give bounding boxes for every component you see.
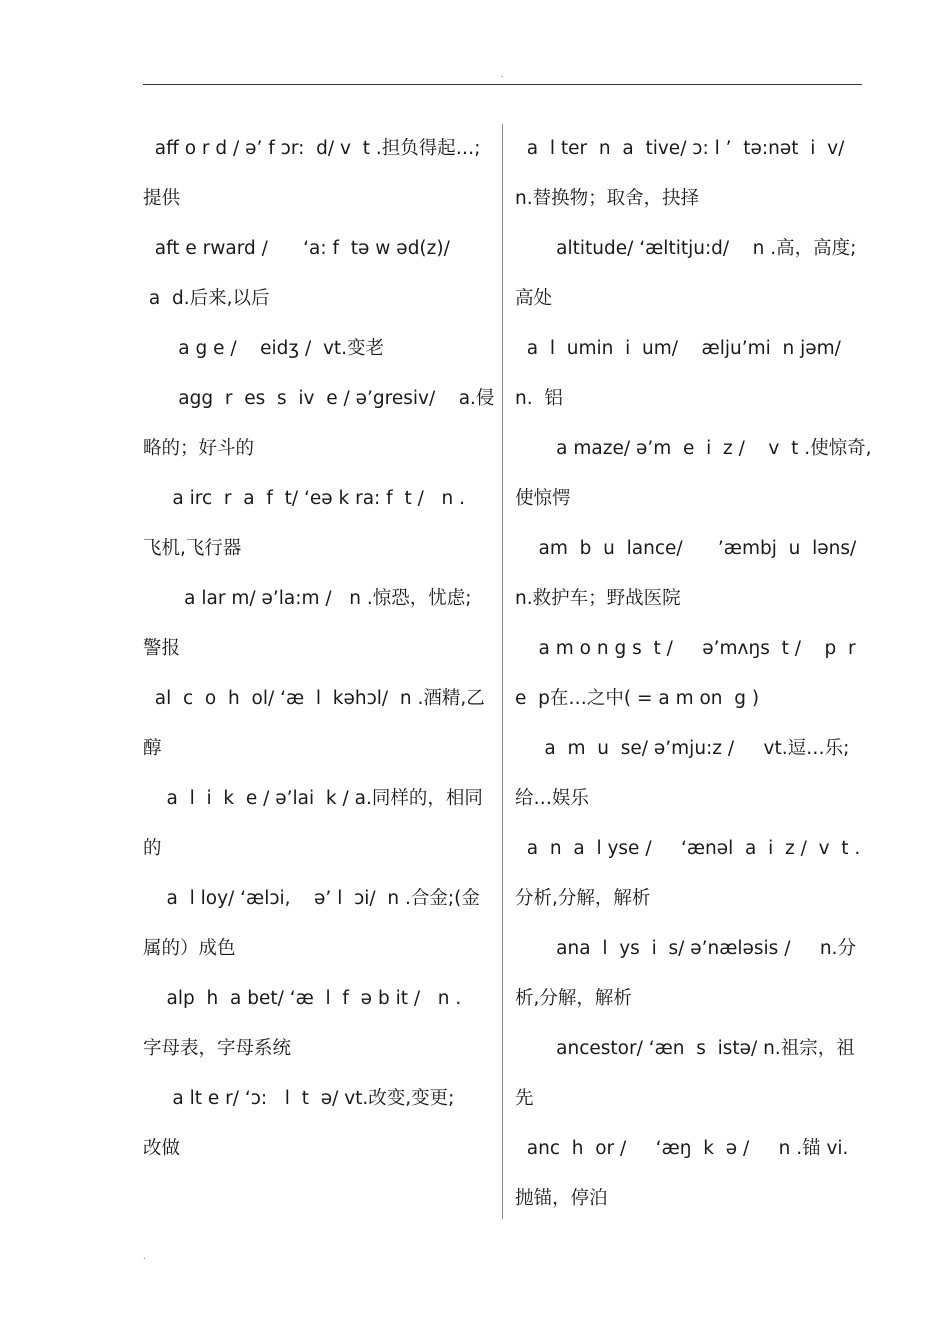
vocab-entry	[515, 524, 865, 624]
entry-line: aft e rward / ‘a: f tə w əd(z)/	[143, 238, 450, 259]
entry-line: 飞机,飞行器	[143, 538, 242, 559]
entry-line: am b u lance/ ’æmbj u ləns/	[515, 538, 857, 559]
vocab-entry	[515, 724, 865, 824]
entry-line: ancestor/ ‘æn s istə/ n.祖宗，祖	[515, 1038, 855, 1059]
entry-line: a m u se/ ə’mju:z / vt.逗…乐;	[515, 738, 850, 759]
entry-line: 使惊愕	[515, 488, 571, 509]
entry-line: a l umin i um/ ælju’mi n jəm/	[515, 338, 841, 359]
entry-line: agg r es s iv e / ə’gresiv/ a.侵	[143, 388, 495, 409]
vocab-entry	[515, 1024, 865, 1124]
vocab-entry	[143, 674, 493, 774]
entry-line: al c o h ol/ ‘æ l kəhɔl/ n .酒精,乙	[143, 688, 485, 709]
vocab-entry	[515, 424, 872, 524]
entry-line: anc h or / ‘æŋ k ə / n .锚 vi.	[515, 1138, 849, 1159]
entry-line: 略的；好斗的	[143, 438, 255, 459]
entry-line: 醇	[143, 738, 162, 759]
header-rule	[143, 84, 862, 85]
entry-line: alp h a bet/ ‘æ l f ə b it / n .	[143, 988, 462, 1009]
entry-line: a l i k e / ə’lai k / a.同样的，相同	[143, 788, 483, 809]
entry-line: aff o r d / ə’ f ɔr: d/ v t .担负得起…;	[143, 138, 481, 159]
vocab-entry	[515, 624, 865, 724]
vocab-entry	[143, 474, 493, 574]
entry-line: 警报	[143, 638, 181, 659]
vocab-entry	[515, 824, 865, 924]
entry-line: ana l ys i s/ ə’næləsis / n.分	[515, 938, 856, 959]
column-divider	[502, 124, 503, 1219]
vocab-entry	[143, 374, 493, 474]
entry-line: a irc r a f t/ ‘eə k ra: f t / n .	[143, 488, 465, 509]
vocab-entry	[143, 574, 493, 674]
vocab-entry	[143, 224, 493, 324]
entry-line: a g e / eidʒ / vt.变老	[143, 338, 385, 359]
entry-line: a m o n g s t / ə’mʌŋs t / p r	[515, 638, 856, 659]
vocab-entry	[143, 324, 493, 374]
left-column	[143, 124, 493, 1174]
entry-line: 字母表，字母系统	[143, 1038, 292, 1059]
entry-line: 析,分解，解析	[515, 988, 632, 1009]
entry-line: n. 铝	[515, 388, 563, 409]
vocab-entry	[143, 874, 493, 974]
vocab-entry	[143, 974, 493, 1074]
entry-line: 的	[143, 838, 162, 859]
entry-line: altitude/ ‘æltitju:d/ n .高，高度;	[515, 238, 857, 259]
footer-dot: .	[143, 1252, 146, 1261]
entry-line: n.救护车；野战医院	[515, 588, 681, 609]
entry-line: 给…娱乐	[515, 788, 590, 809]
entry-line: e p在…之中( = a m on g )	[515, 688, 760, 709]
entry-line: a d.后来,以后	[143, 288, 270, 309]
vocab-entry	[515, 224, 865, 324]
vocab-entry	[515, 324, 865, 424]
entry-line: a l ter n a tive/ ɔ: l ’ tə:nət i v/	[515, 138, 845, 159]
entry-line: a n a l yse / ‘ænəl a i z / v t .	[515, 838, 861, 859]
entry-line: 先	[515, 1088, 534, 1109]
header-dot: .	[500, 70, 504, 79]
entry-line: 改做	[143, 1138, 181, 1159]
vocab-entry	[515, 124, 865, 224]
entry-line: 分析,分解，解析	[515, 888, 651, 909]
right-column	[515, 124, 872, 1224]
entry-line: a maze/ ə’m e i z / v t .使惊奇,	[515, 438, 872, 459]
entry-line: a lt e r/ ‘ɔ: l t ə/ vt.改变,变更;	[143, 1088, 455, 1109]
vocab-entry	[515, 924, 865, 1024]
entry-line: 属的）成色	[143, 938, 236, 959]
vocab-entry	[143, 124, 493, 224]
entry-line: n.替换物；取舍，抉择	[515, 188, 700, 209]
entry-line: a lar m/ ə’la:m / n .惊恐，忧虑;	[143, 588, 472, 609]
vocab-entry	[143, 1074, 493, 1174]
entry-line: 提供	[143, 188, 181, 209]
vocab-entry	[515, 1124, 865, 1224]
entry-line: 抛锚，停泊	[515, 1188, 608, 1209]
vocab-entry	[143, 774, 493, 874]
entry-line: 高处	[515, 288, 553, 309]
entry-line: a l loy/ ‘ælɔi, ə’ l ɔi/ n .合金;(金	[143, 888, 480, 909]
